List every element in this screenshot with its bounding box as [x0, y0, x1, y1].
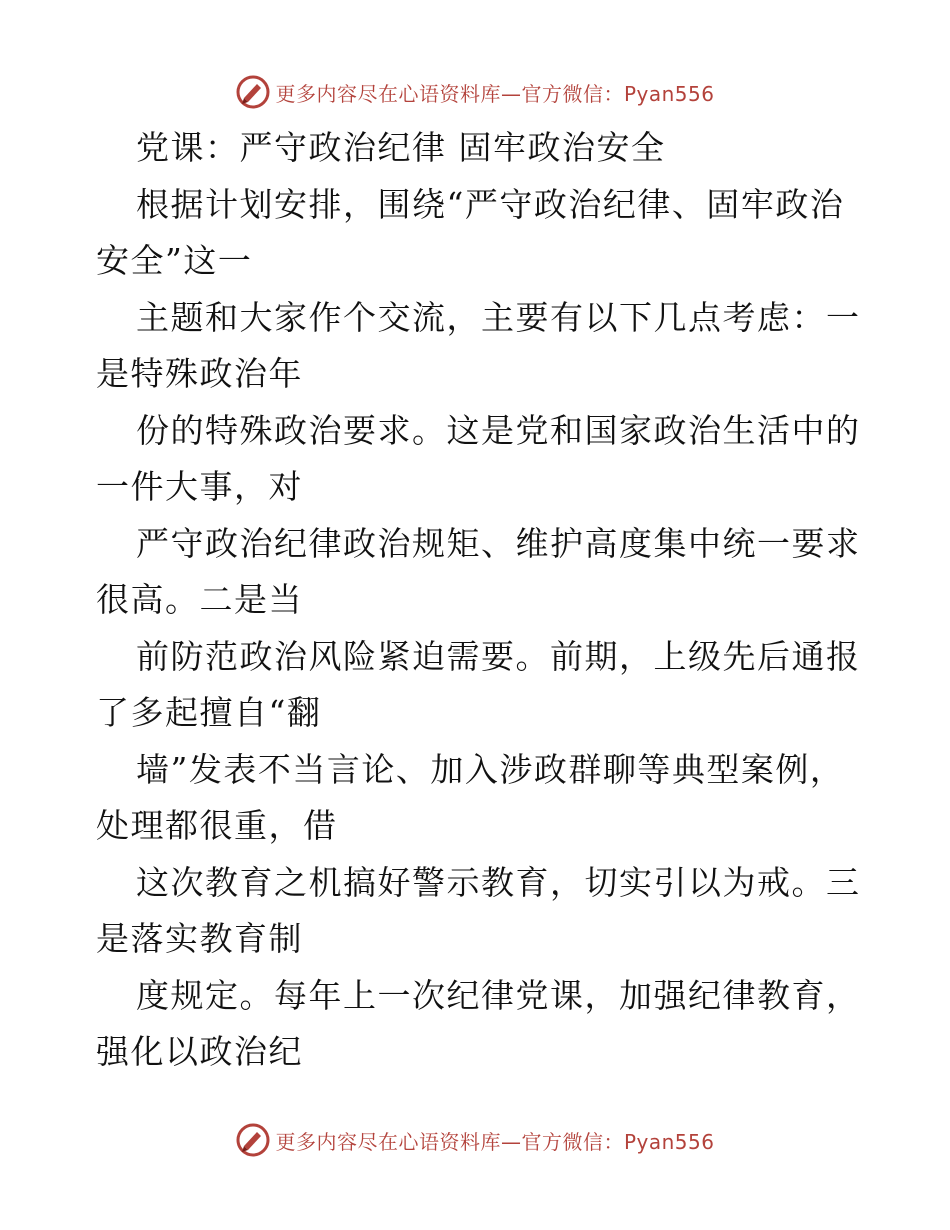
paragraph-line: 是特殊政治年	[96, 354, 303, 393]
paragraph-line: 这次教育之机搞好警示教育，切实引以为戒。三	[136, 862, 861, 902]
paragraph-line: 主题和大家作个交流，主要有以下几点考虑：一	[136, 297, 861, 337]
document-body	[96, 120, 861, 1081]
pen-circle-logo-icon	[235, 1122, 271, 1158]
paragraph-line: 强化以政治纪	[96, 1032, 303, 1071]
paragraph-line: 一件大事，对	[96, 467, 303, 506]
watermark-text: 更多内容尽在心语资料库—官方微信：Pyan556	[275, 1129, 715, 1154]
paragraph-line: 墙”发表不当言论、加入涉政群聊等典型案例，	[136, 749, 845, 789]
paragraph-line: 份的特殊政治要求。这是党和国家政治生活中的	[136, 410, 861, 450]
header-watermark	[0, 72, 950, 112]
paragraph-line: 处理都很重，借	[96, 806, 338, 845]
paragraph-line: 根据计划安排，围绕“严守政治纪律、固牢政治	[136, 184, 845, 224]
document-title: 党课：严守政治纪律 固牢政治安全	[136, 128, 666, 167]
paragraph-line: 了多起擅自“翻	[96, 693, 322, 732]
pen-circle-logo-icon	[235, 74, 271, 110]
watermark-text: 更多内容尽在心语资料库—官方微信：Pyan556	[275, 81, 715, 106]
paragraph-line: 前防范政治风险紧迫需要。前期，上级先后通报	[136, 636, 861, 676]
footer-watermark	[0, 1120, 950, 1160]
paragraph-line: 严守政治纪律政治规矩、维护高度集中统一要求	[136, 523, 861, 563]
paragraph-line: 很高。二是当	[96, 580, 303, 619]
paragraph-line: 度规定。每年上一次纪律党课，加强纪律教育，	[136, 975, 861, 1015]
paragraph-line: 是落实教育制	[96, 919, 303, 958]
paragraph-line: 安全”这一	[96, 241, 253, 280]
